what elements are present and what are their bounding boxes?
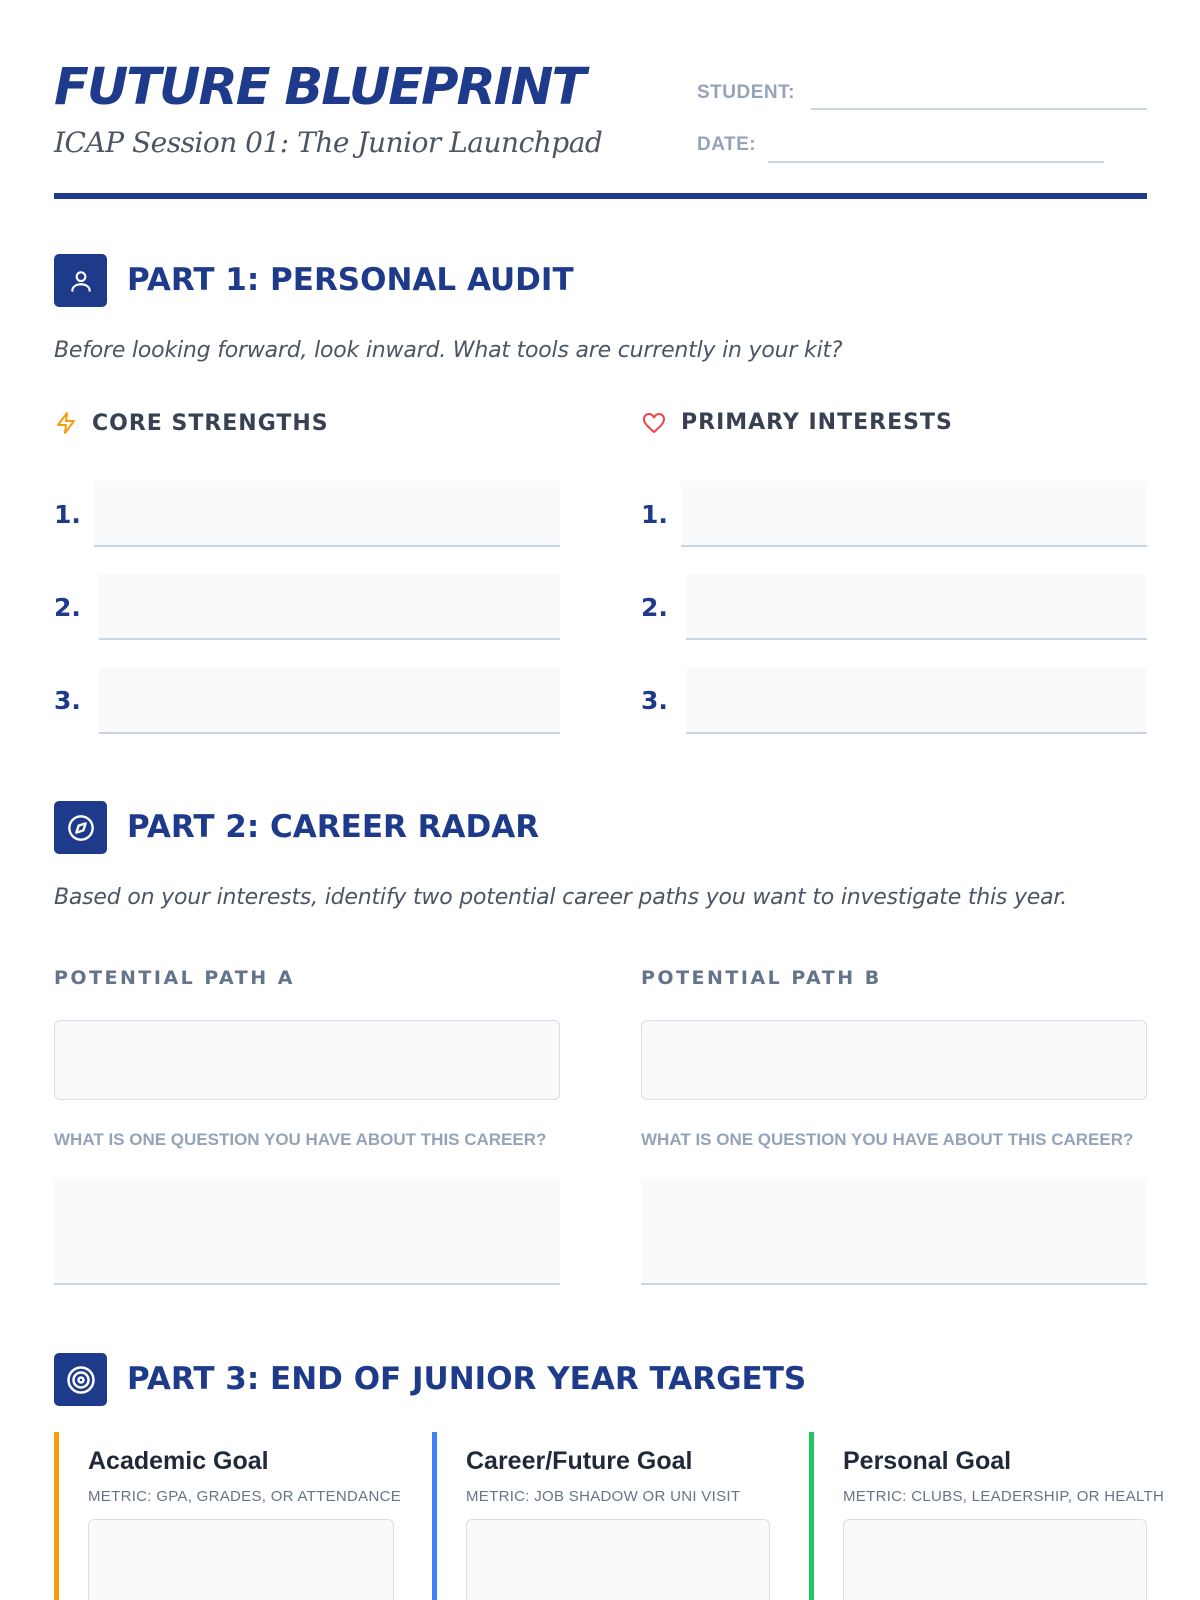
strengths-heading bbox=[54, 410, 329, 436]
interest-input-1[interactable] bbox=[681, 481, 1147, 547]
path-a-input[interactable] bbox=[54, 1020, 560, 1100]
academic-goal-metric: METRIC: GPA, GRADES, OR ATTENDANCE bbox=[88, 1488, 402, 1505]
interest-number-2: 2. bbox=[641, 593, 668, 622]
path-a-question-input[interactable] bbox=[54, 1179, 560, 1285]
interest-number-3: 3. bbox=[641, 686, 668, 715]
path-b-question-input[interactable] bbox=[641, 1179, 1147, 1285]
strength-input-3[interactable] bbox=[99, 668, 560, 734]
heart-icon bbox=[641, 411, 667, 435]
target-icon bbox=[54, 1353, 107, 1406]
part1-title: PART 1: PERSONAL AUDIT bbox=[127, 262, 574, 298]
page-subtitle: ICAP Session 01: The Junior Launchpad bbox=[54, 126, 603, 159]
path-b-input[interactable] bbox=[641, 1020, 1147, 1100]
strength-number-2: 2. bbox=[54, 593, 81, 622]
interest-input-3[interactable] bbox=[686, 668, 1147, 734]
date-field[interactable] bbox=[768, 133, 1104, 163]
career-goal-input[interactable] bbox=[466, 1519, 770, 1600]
date-label: DATE: bbox=[697, 134, 757, 155]
header-divider bbox=[54, 193, 1147, 199]
academic-goal-input[interactable] bbox=[88, 1519, 394, 1600]
strength-input-2[interactable] bbox=[99, 574, 560, 640]
lightning-icon bbox=[54, 410, 78, 436]
part2-title: PART 2: CAREER RADAR bbox=[127, 809, 540, 845]
personal-goal-metric: METRIC: CLUBS, LEADERSHIP, OR HEALTH bbox=[843, 1488, 1165, 1505]
strength-number-1: 1. bbox=[54, 500, 81, 529]
part1-description: Before looking forward, look inward. What tools are currently in your kit? bbox=[54, 338, 843, 363]
compass-icon bbox=[54, 801, 107, 854]
student-label: STUDENT: bbox=[697, 82, 795, 103]
interests-heading-label: PRIMARY INTERESTS bbox=[681, 410, 953, 435]
student-field[interactable] bbox=[811, 80, 1147, 110]
career-goal-metric: METRIC: JOB SHADOW OR UNI VISIT bbox=[466, 1488, 741, 1505]
career-goal-title: Career/Future Goal bbox=[466, 1447, 693, 1475]
path-a-label: POTENTIAL PATH A bbox=[54, 967, 295, 989]
interests-heading bbox=[641, 410, 953, 435]
interest-number-1: 1. bbox=[641, 500, 668, 529]
worksheet-page bbox=[54, 0, 1165, 1600]
academic-goal-title: Academic Goal bbox=[88, 1447, 269, 1475]
user-icon bbox=[54, 254, 107, 307]
career-goal-card bbox=[432, 1432, 792, 1600]
interest-input-2[interactable] bbox=[686, 574, 1147, 640]
personal-goal-card bbox=[809, 1432, 1165, 1600]
part3-title: PART 3: END OF JUNIOR YEAR TARGETS bbox=[127, 1361, 807, 1397]
personal-goal-input[interactable] bbox=[843, 1519, 1147, 1600]
part2-description: Based on your interests, identify two potential career paths you want to investigate this year. bbox=[54, 885, 1068, 910]
academic-goal-card bbox=[54, 1432, 414, 1600]
strength-input-1[interactable] bbox=[94, 481, 560, 547]
page-title: FUTURE BLUEPRINT bbox=[54, 58, 585, 117]
personal-goal-title: Personal Goal bbox=[843, 1447, 1012, 1475]
strengths-heading-label: CORE STRENGTHS bbox=[92, 410, 329, 436]
path-b-question-label: WHAT IS ONE QUESTION YOU HAVE ABOUT THIS CAREER? bbox=[641, 1130, 1134, 1149]
path-a-question-label: WHAT IS ONE QUESTION YOU HAVE ABOUT THIS CAREER? bbox=[54, 1130, 547, 1149]
path-b-label: POTENTIAL PATH B bbox=[641, 967, 882, 989]
strength-number-3: 3. bbox=[54, 686, 81, 715]
